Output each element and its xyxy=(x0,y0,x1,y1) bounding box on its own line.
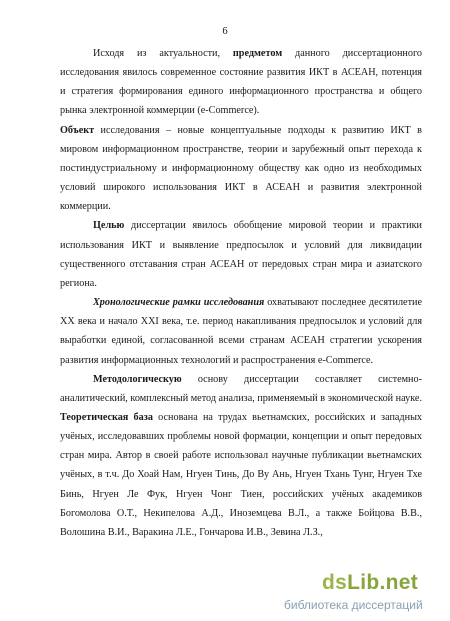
paragraph-text: основу диссертации составляет системно-аналитический, комплексный метод анализа, применяемый в экономической науке. xyxy=(60,373,422,404)
watermark-logo-a: ds xyxy=(322,571,348,594)
paragraph-object xyxy=(60,121,422,217)
paragraph-methodology xyxy=(60,370,422,542)
paragraph-text: исследования – новые концептуальные подходы к развитию ИКТ в мировом информационном пространстве, теории и зарубежный опыт перехода к постиндустриальному и информационному обществу как одно из необходимых условий широкого использования ИКТ в АСЕАН и развития электронной коммерции. xyxy=(60,124,422,213)
watermark-caption: библиотека диссертаций xyxy=(284,598,423,612)
emphasis-term: Целью xyxy=(93,220,125,232)
paragraph-text: основана на трудах вьетнамских, российских и западных учёных, исследовавших проблемы новой формации, концепции и опыт передовых стран мира. Автор в своей работе использовал научные публикации вьетнамских учёных, в т.ч. До Хоай Нам, Нгуен Тинь, До Ву Ань, Нгуен Тхань Тунг, Нгуен Тхе Бинь, Нгуен Ле Фук, Нгуен Чонг Тиен, российских учёных академиков Богомолова О.Т., Некипелова А.Д., Иноземцева В.Л., а также Бойцова В.В., Волошина В.И., Варакина Л.Е., Гончарова И.В., Зевина Л.З., xyxy=(60,411,423,538)
paragraph-text: диссертации явилось обобщение мировой теории и практики использования ИКТ и выявление предпосылок и условий для ликвидации существенного отставания стран АСЕАН от передовых стран мира и азиатского региона. xyxy=(60,220,422,289)
paragraph-subject xyxy=(60,44,422,121)
emphasis-term: Объект xyxy=(60,124,95,136)
paragraph-goal xyxy=(60,216,422,293)
emphasis-term: Теоретическая xyxy=(60,411,129,423)
watermark xyxy=(276,571,441,615)
paragraph-text: данного диссертационного исследования явилось современное состояние развития ИКТ в АСЕАН, потенция и стратегия формирования единого информационного пространства и общего рынка электронной коммерции (e-Commerce). xyxy=(60,48,422,117)
paragraph-text: Исходя из актуальности, xyxy=(93,48,233,59)
paragraph-text: охватывают последнее десятилетие XX века и начало XXI века, т.е. период накапливания предпосылок и условий для выработки единой, согласованной всеми странам АСЕАН стратегии ускорения развития информационных технологий и распространения e-Commerce. xyxy=(60,297,422,366)
emphasis-term: база xyxy=(133,411,153,423)
emphasis-term: предметом xyxy=(232,48,283,59)
page-number: 6 xyxy=(222,26,228,37)
emphasis-term: Методологическую xyxy=(93,373,182,385)
document-body xyxy=(60,44,422,542)
emphasis-term: Хронологические рамки исследования xyxy=(93,297,265,309)
paragraph-chronology xyxy=(60,293,422,370)
watermark-logo-b: Lib.net xyxy=(347,571,419,594)
watermark-logo xyxy=(322,571,418,595)
